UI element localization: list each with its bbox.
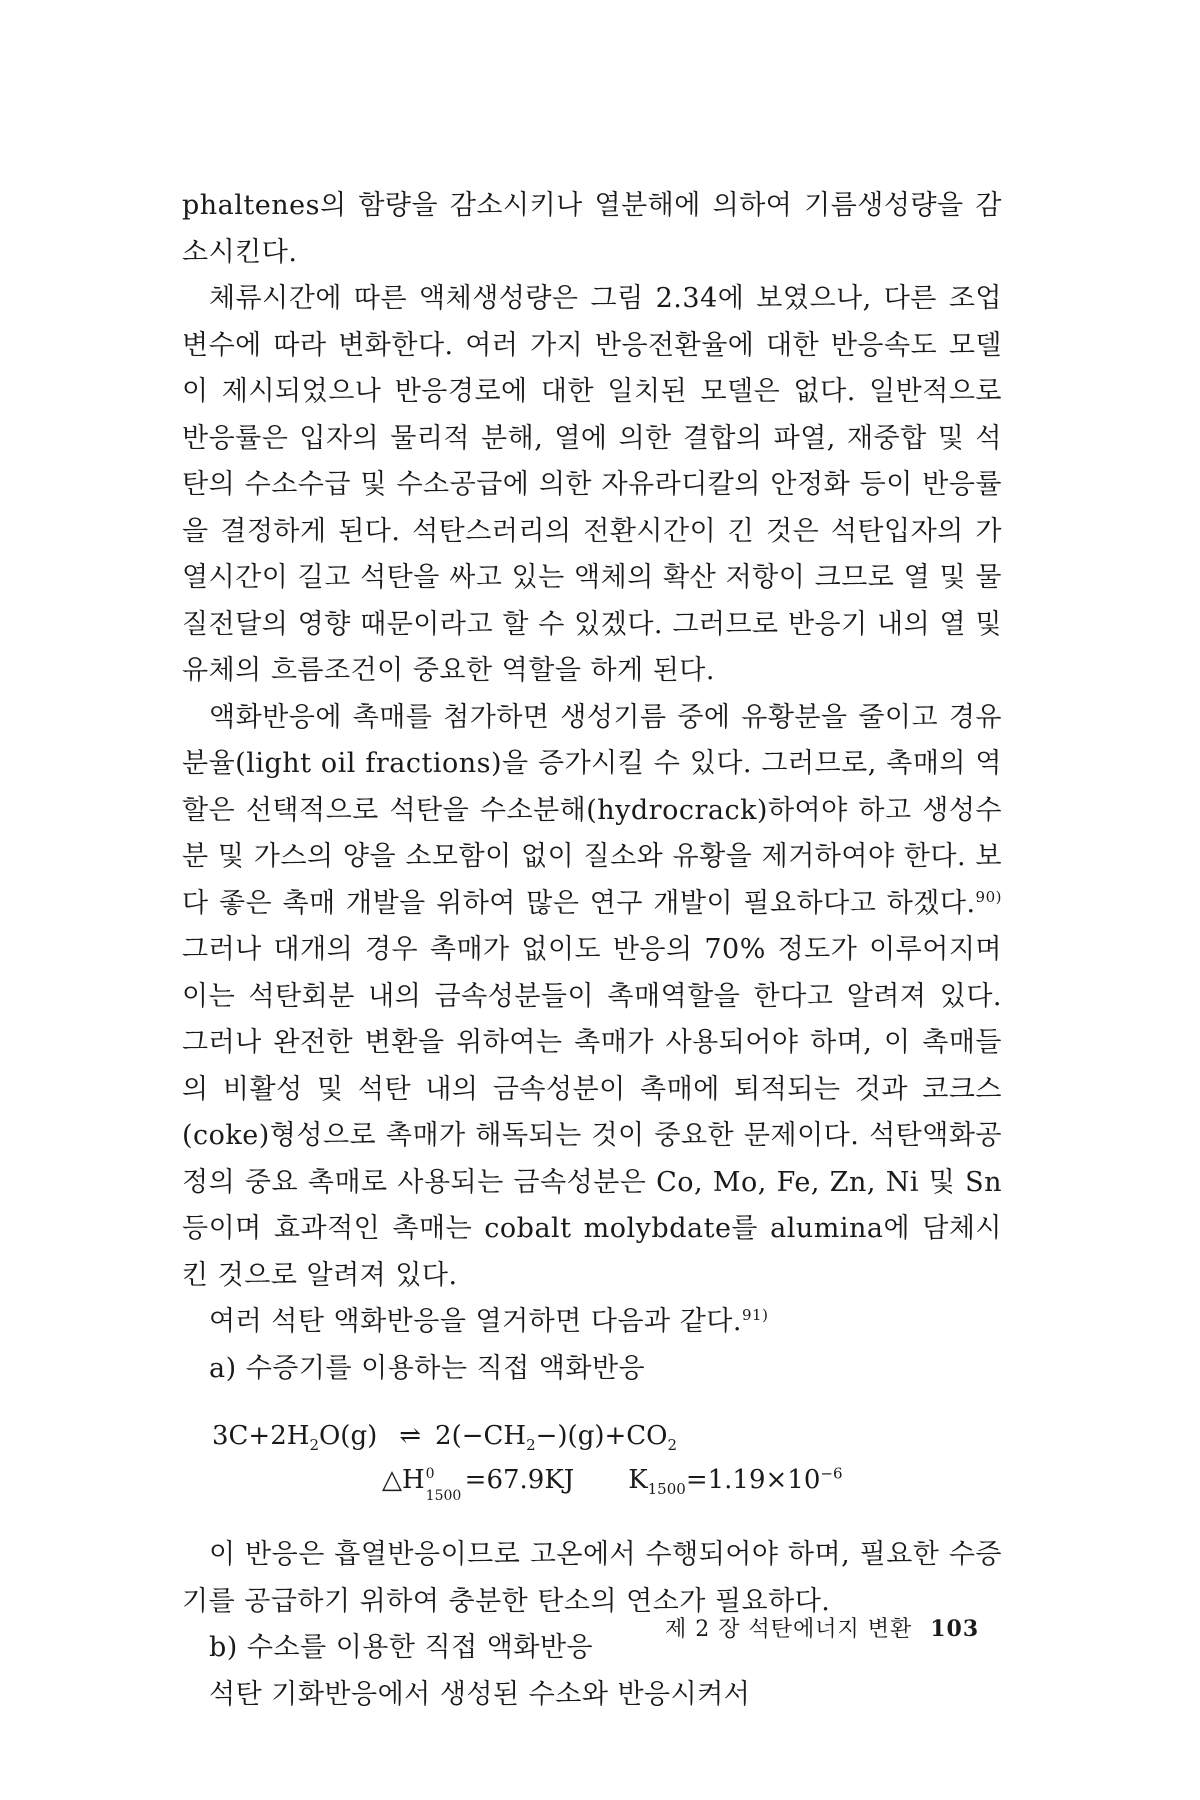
paragraph-continuation: phaltenes의 함량을 감소시키나 열분해에 의하여 기름생성량을 감소시킨다. xyxy=(182,190,1002,268)
paragraph-reaction-list-intro xyxy=(182,1299,1002,1346)
equation-thermo-line xyxy=(182,1458,1002,1502)
equilibrium-arrow: ⇌ xyxy=(399,1421,420,1451)
reaction-list-intro-text: 여러 석탄 액화반응을 열거하면 다음과 같다. xyxy=(209,1306,742,1337)
paragraph-hydrogen-reaction: 석탄 기화반응에서 생성된 수소와 반응시켜서 xyxy=(209,1678,751,1710)
steam-liquefaction-equation xyxy=(182,1414,1002,1502)
chapter-title: 제 2 장 석탄에너지 변환 xyxy=(665,1617,913,1642)
paragraph-catalyst-part-2: 그러나 대개의 경우 촉매가 없이도 반응의 70% 정도가 이루어지며 이는 석탄회분 내의 금속성분들이 촉매역할을 한다고 알려져 있다. 그러나 완전한 변환을 위하여는 촉매가 사용되어야 하며, 이 촉매들의 비활성 및 석탄 내의 금속성분이 촉매에 퇴적되는 것과 코크스(coke)형성으로 촉매가 해독되는 것이 중요한 문제이다. 석탄액화공정의 중요 촉매로 사용되는 금속성분은 Co, Mo, Fe, Zn, Ni 및 Sn 등이며 효과적인 촉매는 cobalt molybdate를 alumina에 담체시킨 것으로 알려져 있다. xyxy=(182,934,1002,1291)
equation-rhs: $2(-CH_2-)(g)+CO_2$ xyxy=(435,1421,678,1455)
paragraph-endothermic: 이 반응은 흡열반응이므로 고온에서 수행되어야 하며, 필요한 수증기를 공급하기 위하여 충분한 탄소의 연소가 필요하다. xyxy=(182,1539,1002,1617)
reference-90: 90) xyxy=(975,887,1002,906)
paragraph-catalyst xyxy=(182,695,1002,1300)
item-a-heading: a) 수증기를 이용하는 직접 액화반응 xyxy=(209,1352,646,1384)
reference-91: 91) xyxy=(741,1306,769,1324)
item-b-heading: b) 수소를 이용한 직접 액화반응 xyxy=(209,1632,594,1663)
enthalpy-value: △H 0 1500 =67.9KJ xyxy=(382,1465,575,1504)
paragraph-catalyst-part-1: 액화반응에 촉매를 첨가하면 생성기름 중에 유황분을 줄이고 경유분율(light oil fractions)을 증가시킬 수 있다. 그러므로, 촉매의 역할은 선택적으로 석탄을 수소분해(hydrocrack)하여야 하고 생성수분 및 가스의 양을 소모함이 없이 질소와 유황을 제거하여야 한다. 보다 좋은 촉매 개발을 위하여 많은 연구 개발이 필요하다고 하겠다. xyxy=(182,701,1002,919)
page-footer xyxy=(665,1612,979,1643)
page-body xyxy=(182,183,1002,1718)
equation-lhs: $3C+2H_2O(g)$ xyxy=(212,1421,378,1455)
equilibrium-constant: $K_{1500}=1.19\times 10^{-6}$ xyxy=(628,1464,843,1499)
equation-reaction-line xyxy=(182,1414,1002,1458)
paragraph-reaction-rate: 체류시간에 따른 액체생성량은 그림 2.34에 보였으나, 다른 조업변수에 따라 변화한다. 여러 가지 반응전환율에 대한 반응속도 모델이 제시되었으나 반응경로에 대한 일치된 모델은 없다. 일반적으로 반응률은 입자의 물리적 분해, 열에 의한 결합의 파열, 재중합 및 석탄의 수소수급 및 수소공급에 의한 자유라디칼의 안정화 등이 반응률을 결정하게 된다. 석탄스러리의 전환시간이 긴 것은 석탄입자의 가열시간이 길고 석탄을 싸고 있는 액체의 확산 저항이 크므로 열 및 물질전달의 영향 때문이라고 할 수 있겠다. 그러므로 반응기 내의 열 및 유체의 흐름조건이 중요한 역할을 하게 된다. xyxy=(182,283,1002,686)
page-number: 103 xyxy=(930,1616,980,1642)
